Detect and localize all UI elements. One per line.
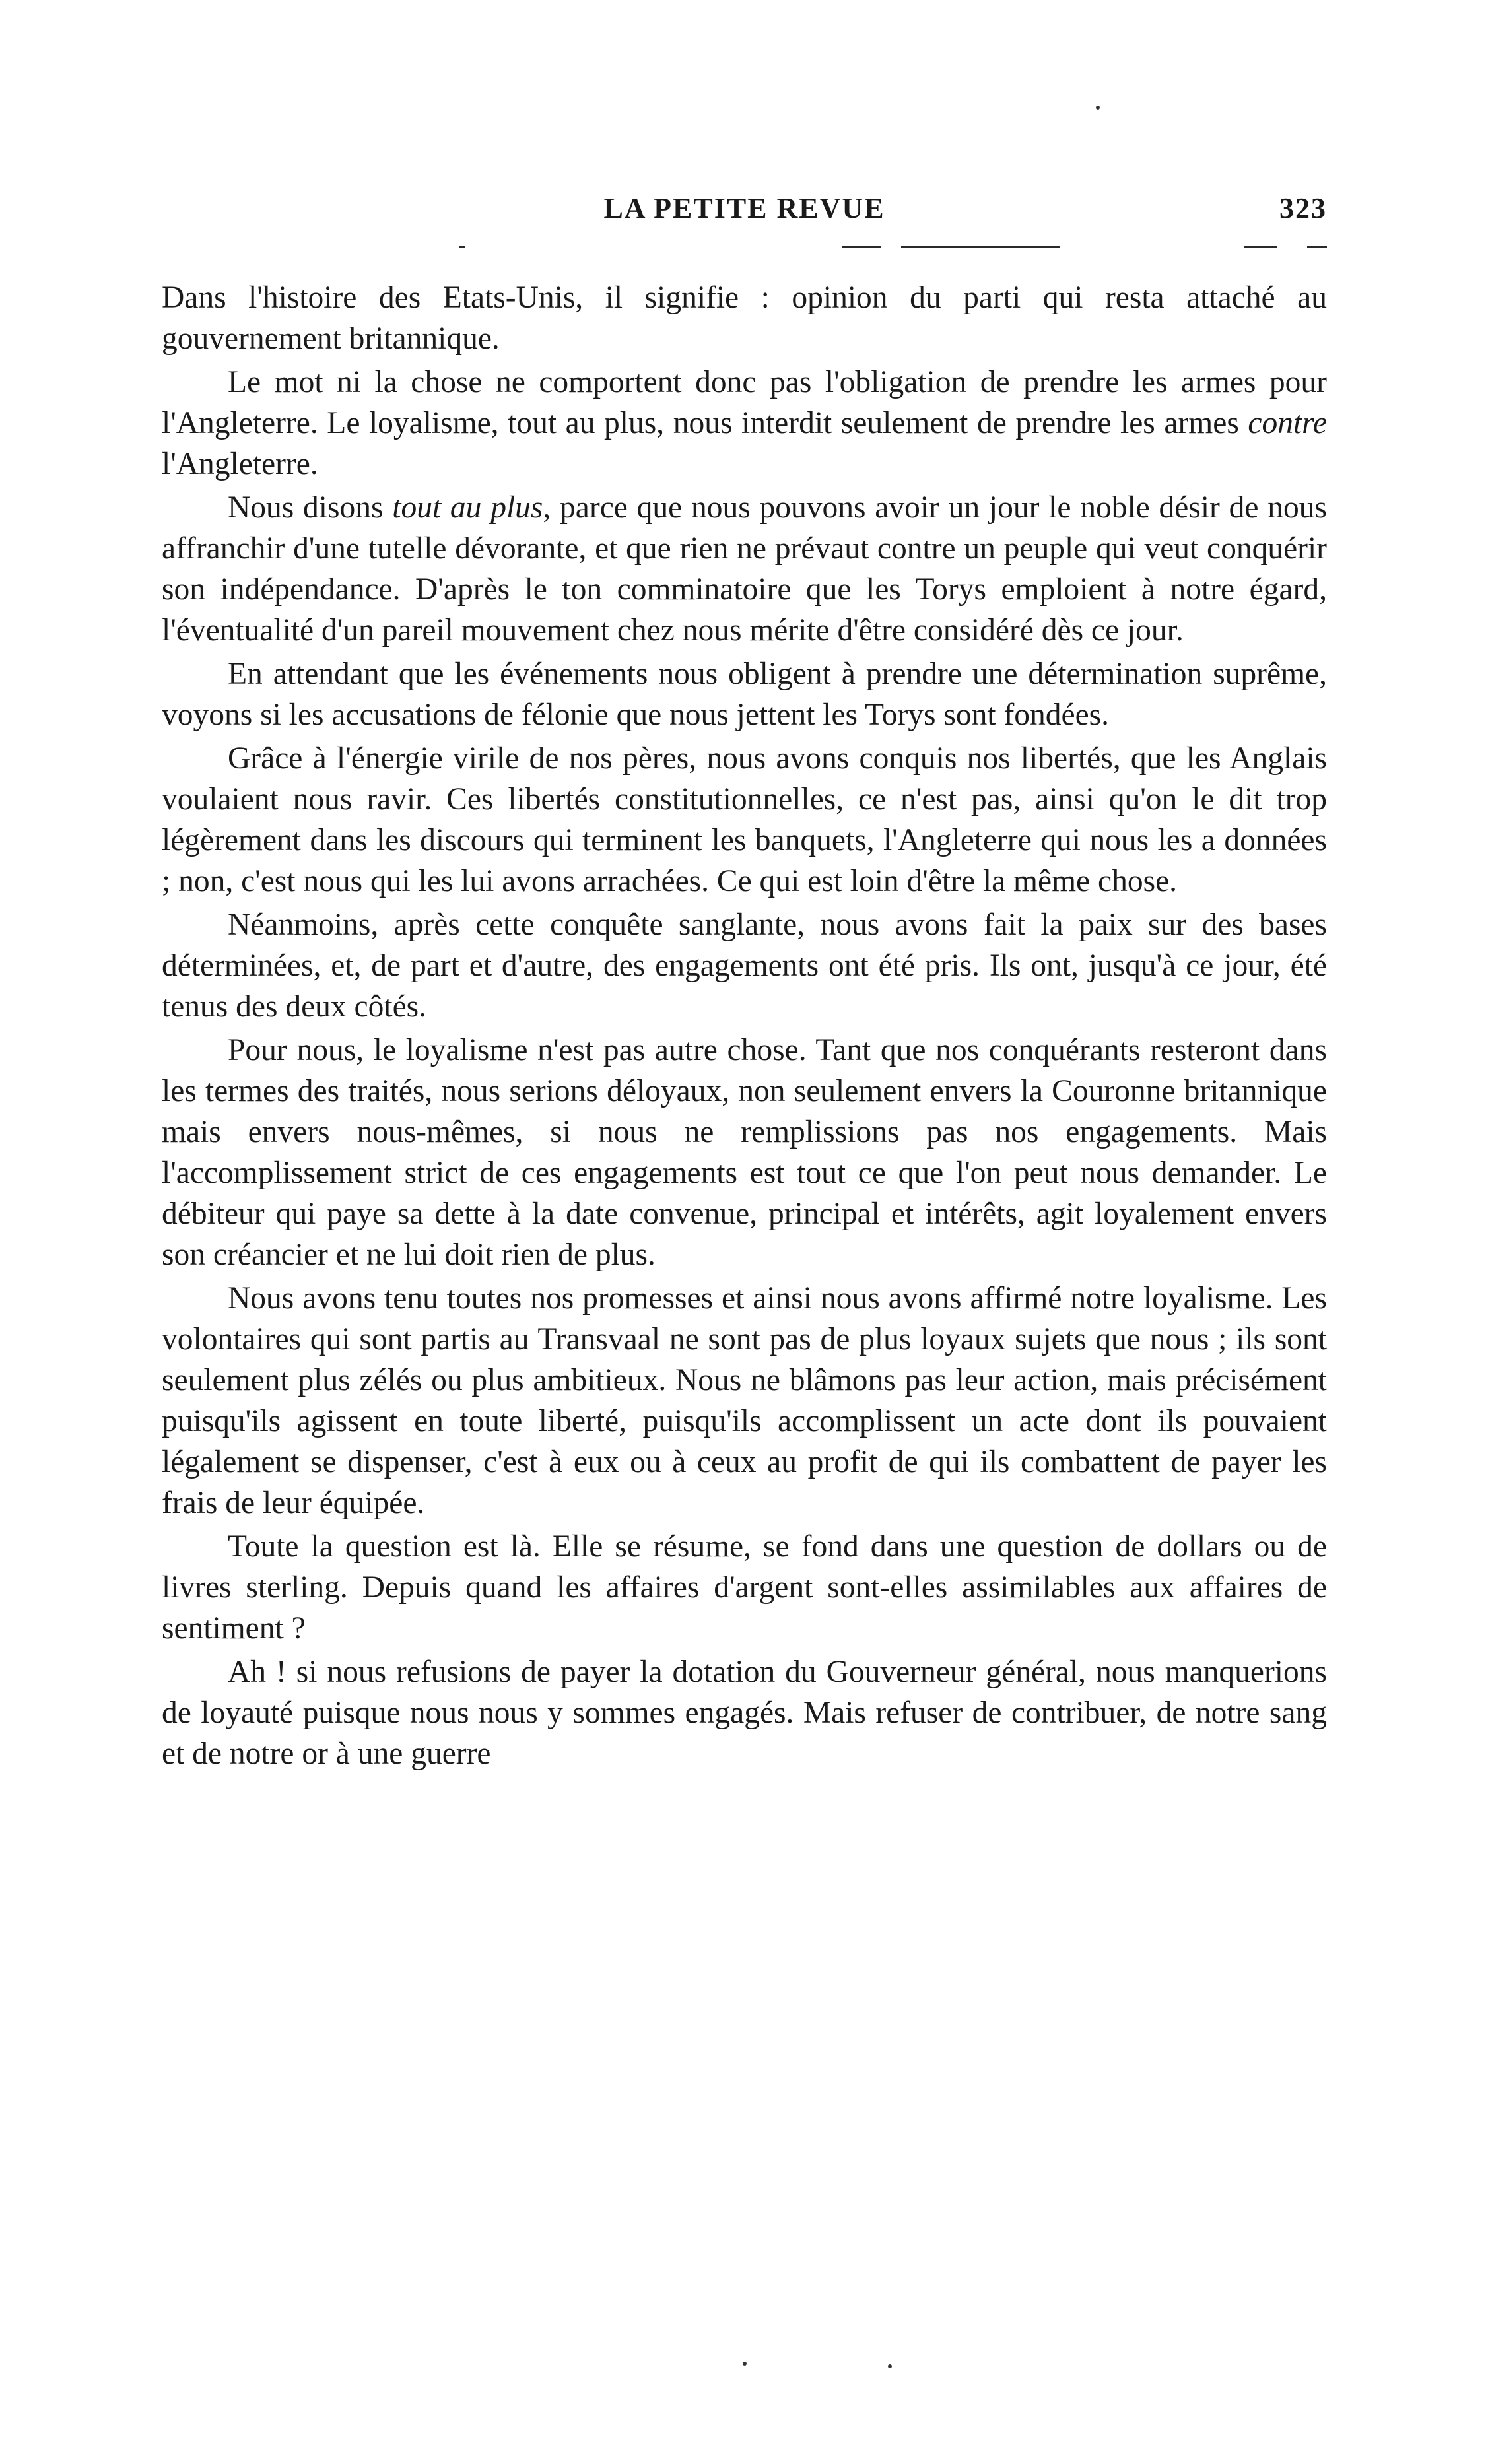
paragraph bbox=[162, 362, 1327, 484]
paragraph: En attendant que les événements nous obligent à prendre une détermination suprême, voyons si les accusations de félonie que nous jettent les Torys sont fondées. bbox=[162, 657, 1327, 732]
running-head bbox=[162, 191, 1327, 238]
text-run: Le mot ni la chose ne comportent donc pas l'obligation de prendre les armes pour l'Angleterre. Le loyalisme, tout au plus, nous interdit seulement de prendre les armes bbox=[162, 365, 1327, 440]
paragraph: Nous avons tenu toutes nos promesses et ainsi nous avons affirmé notre loyalisme. Les volontaires qui sont partis au Transvaal ne sont pas de plus loyaux sujets que nous ; ils sont seulement plus zélés ou plus ambitieux. Nous ne blâmons pas leur action, mais précisément puisqu'ils agissent en toute liberté, puisqu'ils accomplissent un acte dont ils pouvaient légalement se dispenser, c'est à eux ou à ceux au profit de qui ils combattent de payer les frais de leur équipée. bbox=[162, 1281, 1327, 1520]
paragraph: Grâce à l'énergie virile de nos pères, nous avons conquis nos libertés, que les Anglais voulaient nous ravir. Ces libertés constitutionnelles, ce n'est pas, ainsi qu'on le dit trop légèrement dans les discours qui terminent les banquets, l'Angleterre qui nous les a données ; non, c'est nous qui les lui avons arrachées. Ce qui est loin d'être la même chose. bbox=[162, 741, 1327, 898]
rule-dash bbox=[459, 246, 465, 248]
paragraph: Pour nous, le loyalisme n'est pas autre chose. Tant que nos conquérants resteront dans les termes des traités, nous serions déloyaux, non seulement envers la Couronne britannique mais envers nous-mêmes, si nous ne remplissions pas nos engagements. Mais l'accomplissement strict de ces engagements est tout ce que l'on peut nous demander. Le débiteur qui paye sa dette à la date convenue, principal et intérêts, agit loyalement envers son créancier et ne lui doit rien de plus. bbox=[162, 1033, 1327, 1272]
rule-dash bbox=[1244, 246, 1277, 248]
rule-dash bbox=[842, 246, 881, 248]
italic-text: tout au plus bbox=[392, 490, 543, 525]
rule-dash bbox=[1307, 246, 1327, 248]
rule-line bbox=[901, 246, 1060, 248]
paragraph: Ah ! si nous refusions de payer la dotation du Gouverneur général, nous manquerions de loyauté puisque nous nous y sommes engagés. Mais refuser de contribuer, de notre sang et de notre or à une guerre bbox=[162, 1655, 1327, 1771]
ink-speck bbox=[888, 2364, 892, 2368]
text-run: Nous disons bbox=[228, 490, 393, 525]
page-number: 323 bbox=[1279, 192, 1327, 224]
page bbox=[162, 191, 1327, 1777]
paragraph: Toute la question est là. Elle se résume, se fond dans une question de dollars ou de livres sterling. Depuis quand les affaires d'argent sont-elles assimilables aux affaires de sentiment ? bbox=[162, 1529, 1327, 1646]
header-rule bbox=[162, 238, 1327, 257]
italic-text: contre bbox=[1248, 406, 1327, 440]
paragraph: Dans l'histoire des Etats-Unis, il signifie : opinion du parti qui resta attaché au gouvernement britannique. bbox=[162, 281, 1327, 356]
text-run: , parce que nous pouvons avoir un jour le noble désir de nous affranchir d'une tutelle dévorante, et que rien ne prévaut contre un peuple qui veut conquérir son indépendance. D'après le ton comminatoire que les Torys emploient à notre égard, l'éventualité d'un pareil mouvement chez nous mérite d'être considéré dès ce jour. bbox=[162, 490, 1327, 648]
text-run: l'Angleterre. bbox=[162, 447, 318, 481]
ink-speck bbox=[1096, 106, 1100, 110]
running-title: LA PETITE REVUE bbox=[603, 192, 885, 224]
paragraph: Néanmoins, après cette conquête sanglante, nous avons fait la paix sur des bases déterminées, et, de part et d'autre, des engagements ont été pris. Ils ont, jusqu'à ce jour, été tenus des deux côtés. bbox=[162, 908, 1327, 1024]
ink-speck bbox=[743, 2362, 747, 2366]
body-text bbox=[162, 277, 1327, 1774]
paragraph bbox=[162, 487, 1327, 651]
